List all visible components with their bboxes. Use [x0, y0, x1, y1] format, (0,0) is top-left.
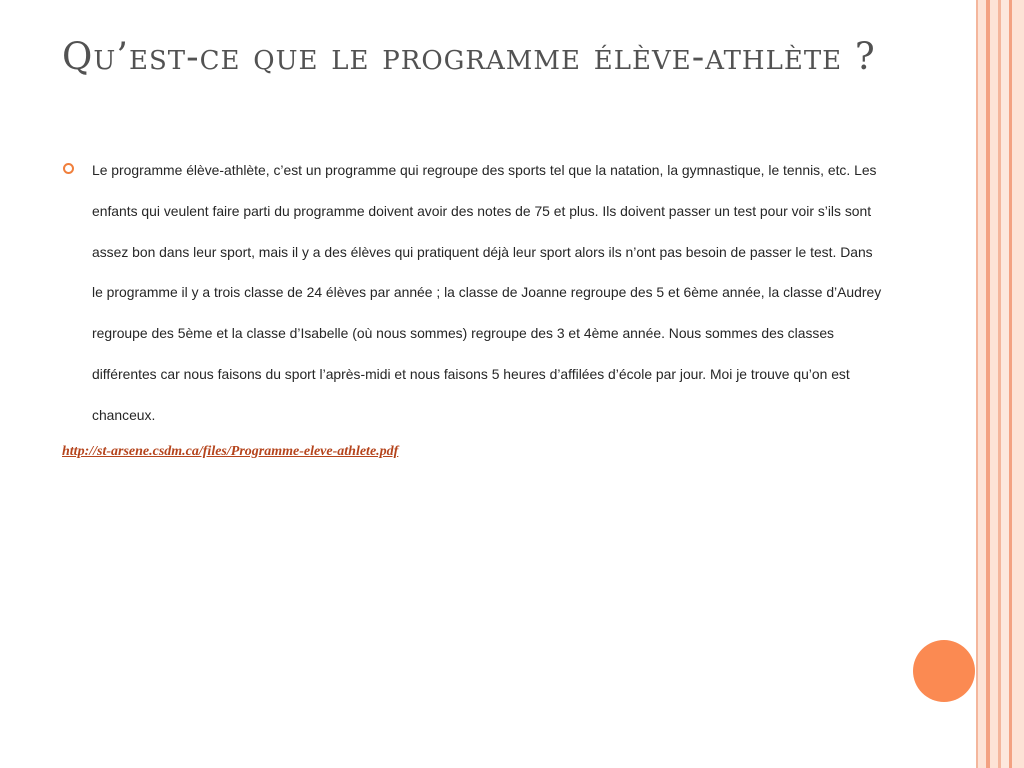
source-link[interactable]: http://st-arsene.csdm.ca/files/Programme-eleve-athlete.pdf [62, 443, 399, 459]
stripe [990, 0, 998, 768]
stripe [978, 0, 986, 768]
bullet-item [62, 150, 882, 436]
hollow-circle-bullet-icon [63, 163, 74, 174]
decorative-stripes [976, 0, 1024, 768]
slide-title: Qu’est-ce que le programme élève-athlète ? [62, 35, 876, 78]
stripe [1001, 0, 1009, 768]
stripe [1012, 0, 1024, 768]
bullet-text: Le programme élève-athlète, c’est un programme qui regroupe des sports tel que la natation, la gymnastique, le tennis, etc. Les enfants qui veulent faire parti du programme doivent avoir des notes de 75 et plus. Ils doivent passer un test pour voir s’ils sont assez bon dans leur sport, mais il y a des élèves qui pratiquent déjà leur sport alors ils n’ont pas besoin de passer le test. Dans le programme il y a trois classe de 24 élèves par année ; la classe de Joanne regroupe des 5 et 6ème année, la classe d’Audrey regroupe des 5ème et la classe d’Isabelle (où nous sommes) regroupe des 3 et 4ème année. Nous sommes des classes différentes car nous faisons du sport l’après-midi et nous faisons 5 heures d’affilées d’école par jour. Moi je trouve qu’on est chanceux. [92, 162, 882, 423]
orange-circle-icon [913, 640, 975, 702]
slide-content [62, 150, 882, 460]
